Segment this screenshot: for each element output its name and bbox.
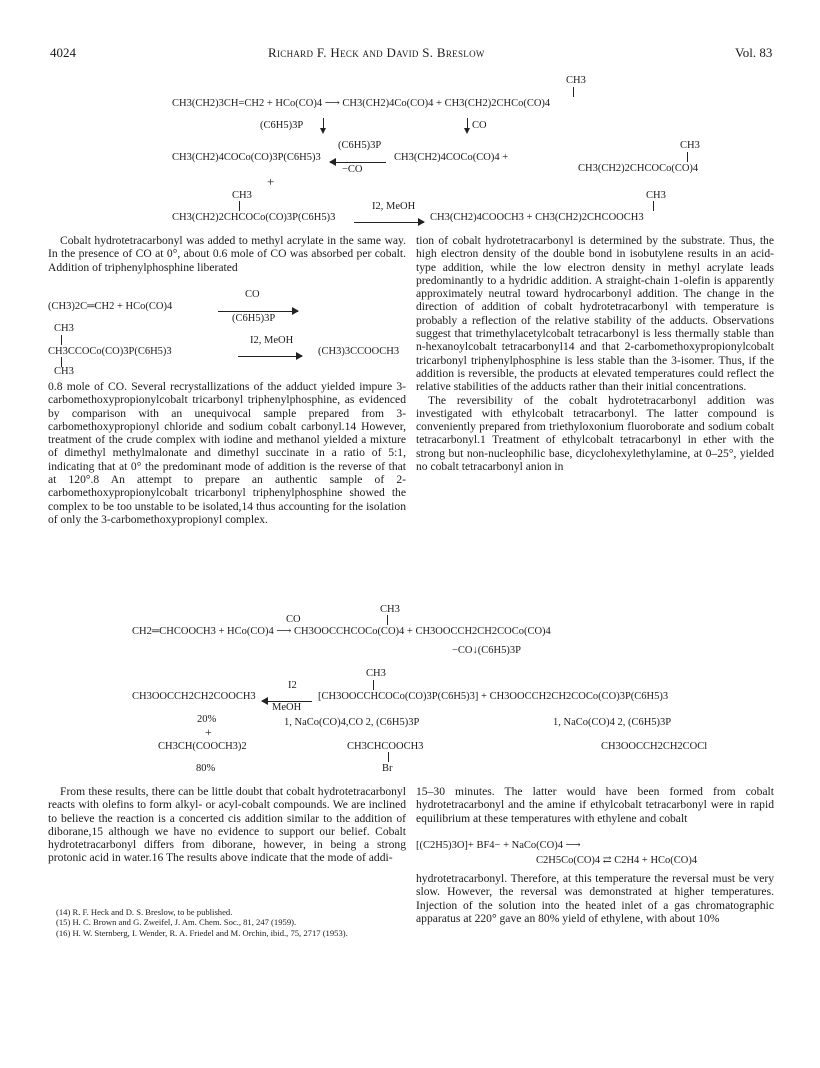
scheme2-ch3-mid: CH3 [366,668,386,679]
scheme2-br: Br [382,763,393,774]
right-column-top [416,234,774,473]
scheme2-line2-right: [CH3OOCCHCOCo(CO)3P(C6H5)3] + CH3OOCCH2CH2COCo(CO)3P(C6H5)3 [318,691,669,702]
scheme1-reagent-ph3p: (C6H5)3P [260,120,304,131]
arrowhead-icon [464,128,470,134]
paragraph: The reversibility of the cobalt hydrotetracarbonyl addition was investigated with ethylcobalt tetracarbonyl. The latter compound is conveniently prepared from triethyloxonium fluoroborate and sodium cobalt tetracarbonyl.1 Treatment of ethylcobalt tetracarbonyl in ether with the strong but non-nucleophilic base, dicyclohexylethylamine, at 0–25°, yielded no cobalt tetracarbonyl anion in [416,393,774,474]
scheme2-co: CO [286,614,301,625]
scheme2-bromoester: CH3CHCOOCH3 [347,741,424,752]
scheme2-plus: + [205,725,212,739]
eq-arrow-top: CO [245,289,260,300]
scheme1-ch3-left: CH3 [232,190,252,201]
eq-reactants: (CH3)2C═CH2 + HCo(CO)4 [48,301,173,312]
scheme1-ch3-right2: CH3 [646,190,666,201]
footnote-16: (16) H. W. Sternberg, I. Wender, R. A. Friedel and M. Orchin, ibid., 75, 2717 (1953). [56,927,348,938]
page-number: 4024 [50,45,76,60]
scheme1-bond [687,152,688,162]
right-arrow-icon [354,213,424,231]
right-column-bottom [416,785,774,825]
footnotes [48,907,406,938]
eq-arrow-bottom: (C6H5)3P [232,313,276,324]
scheme1-bond [653,201,654,211]
scheme1-bond [573,87,574,97]
scheme2-pct20: 20% [197,714,217,725]
scheme1-acyl-tetracarbonyl: CH3(CH2)4COCo(CO)4 + [394,152,509,163]
running-head-authors: Richard F. Heck and David S. Breslow [268,45,485,60]
scheme1-branched-phosphine: CH3(CH2)2CHCOCo(CO)3P(C6H5)3 [172,212,336,223]
paragraph: hydrotetracarbonyl. Therefore, at this temperature the reversal must be very slow. However, the reversal was demonstrated at higher temperatures. Injection of the solution into the heated inlet of a gas chromatographic apparatus at 220° gave an 80% yield of ethylene, with about 10% [416,872,774,925]
left-column-bottom [48,785,406,865]
right-arrow-icon [238,347,302,365]
footnote-14: (14) R. F. Heck and D. S. Breslow, to be published. [56,907,233,917]
paragraph: Cobalt hydrotetracarbonyl was added to methyl acrylate in the same way. In the presence of CO at 0°, about 0.6 mole of CO was absorbed per cobalt. Addition of triphenylphosphine liberated [48,234,406,274]
paragraph: 0.8 mole of CO. Several recrystallizations of the adduct yielded impure 3-carbomethoxypropionylcobalt tricarbonyl triphenylphosphine, as evidenced by comparison with an unequivocal sample prepared from 3-carbomethoxypropionyl chloride and sodium cobalt carbonyl.14 However, treatment of the crude complex with iodine and methanol yielded a mixture of dimethyl methylmalonate and dimethyl succinate in a ratio of 5:1, indicating that at 0° the predominant mode of addition is the reverse of that at 120°.8 An attempt to prepare an authentic sample of 2-carbomethoxypropionylcobalt tricarbonyl triphenylphosphine showed the complex to be too unstable to be isolated,14 thus accounting for the isolation of only the 3-carbomethoxypropionyl complex. [48,380,406,526]
equilibrium-equation: C2H5Co(CO)4 ⇄ C2H4 + HCo(CO)4 [536,855,698,866]
left-column-mid [48,380,406,526]
scheme1-plus: + [267,174,275,189]
scheme2-bond [388,752,389,762]
scheme2-bond [373,680,374,690]
right-column-end [416,872,774,925]
eq2-bond [61,335,62,345]
scheme2-arrow-top: I2 [288,680,297,691]
eq2-right: (CH3)3CCOOCH3 [318,346,400,357]
eq2-ch3-bottom: CH3 [54,366,74,377]
scheme2-reagent: −CO↓(C6H5)3P [452,645,521,656]
eq2-ch3-top: CH3 [54,323,74,334]
left-column-top [48,234,406,274]
scheme2-malonate: CH3CH(COOCH3)2 [158,741,247,752]
scheme2-acid-chloride: CH3OOCCH2CH2COCl [601,741,708,752]
eq2-left: CH3CCOCo(CO)3P(C6H5)3 [48,346,172,357]
volume-label: Vol. 83 [735,45,773,60]
oxonium-equation: [(C2H5)3O]+ BF4− + NaCo(CO)4 ⟶ [416,840,581,851]
scheme2-step-a: 1, NaCo(CO)4,CO 2, (C6H5)3P [284,717,420,728]
scheme1-reaction-1: CH3(CH2)3CH=CH2 + HCo(CO)4 ⟶ CH3(CH2)4Co(CO)4 + CH3(CH2)2CHCo(CO)4 [172,98,551,109]
paragraph: 15–30 minutes. The latter would have been formed from cobalt hydrotetracarbonyl and the amine if ethylcobalt tetracarbonyl were in rapid equilibrium at these temperatures with ethylene and cobalt [416,785,774,825]
scheme1-acyl-phosphine: CH3(CH2)4COCo(CO)3P(C6H5)3 [172,152,321,163]
scheme2-arrow-bottom: MeOH [272,702,302,713]
scheme1-branched-acyl: CH3(CH2)2CHCOCo(CO)4 [578,163,699,174]
scheme2-line1: CH2═CHCOOCH3 + HCo(CO)4 ⟶ CH3OOCCHCOCo(CO)4 + CH3OOCCH2CH2COCo(CO)4 [132,626,551,637]
paragraph: From these results, there can be little doubt that cobalt hydrotetracarbonyl reacts with olefins to form alkyl- or acyl-cobalt compounds. We are inclined to believe the reaction is a concerted cis addition similar to the addition of diborane,15 although we have no evidence to support our belief. Cobalt hydrotetracarbonyl differs from diborane, however, in being a strong protonic acid in water.16 The results above indicate that the mode of addi- [48,785,406,865]
scheme1-reagent-co: CO [472,120,487,131]
paragraph: tion of cobalt hydrotetracarbonyl is determined by the substrate. Thus, the high electron density of the double bond in isobutylene results in an acid-type addition, while the low electron density in methyl acrylate leads predominantly to a hydridic addition. A straight-chain 1-olefin is apparently approximately neutral toward hydrocarbonyl addition. The change in the direction of addition of cobalt hydrotetracarbonyl with temperature is probably a reflection of the relative stability of the adducts. Observations suggest that trimethylacetylcobalt tetracarbonyl is less thermally stable than n-hexanoylcobalt tetracarbonyl14 and that 2-carbomethoxypropionylcobalt tricarbonyl triphenylphosphine is less stable than the 3-isomer. Thus, if the addition is reversible, the products at elevated temperatures could reflect the relative stabilities of the adducts rather than their initial concentrations. [416,234,774,394]
scheme1-ch3-right: CH3 [680,140,700,151]
scheme1-arrow-bottom: −CO [342,164,363,175]
scheme2-pct80: 80% [196,763,216,774]
scheme2-step-b: 1, NaCo(CO)4 2, (C6H5)3P [553,717,672,728]
scheme1-arrow-top: (C6H5)3P [338,140,382,151]
scheme1-esters: CH3(CH2)4COOCH3 + CH3(CH2)2CHCOOCH3 [430,212,644,223]
scheme1-ch3-branch: CH3 [566,75,586,86]
scheme1-arrow2-top: I2, MeOH [372,201,416,212]
scheme2-succinate: CH3OOCCH2CH2COOCH3 [132,691,256,702]
scheme2-ch3: CH3 [380,604,400,615]
scheme2-bond [387,615,388,625]
eq2-arrow-top: I2, MeOH [250,335,294,346]
arrowhead-icon [320,128,326,134]
scheme1-bond [239,201,240,211]
footnote-15: (15) H. C. Brown and G. Zweifel, J. Am. Chem. Soc., 81, 247 (1959). [56,917,297,928]
